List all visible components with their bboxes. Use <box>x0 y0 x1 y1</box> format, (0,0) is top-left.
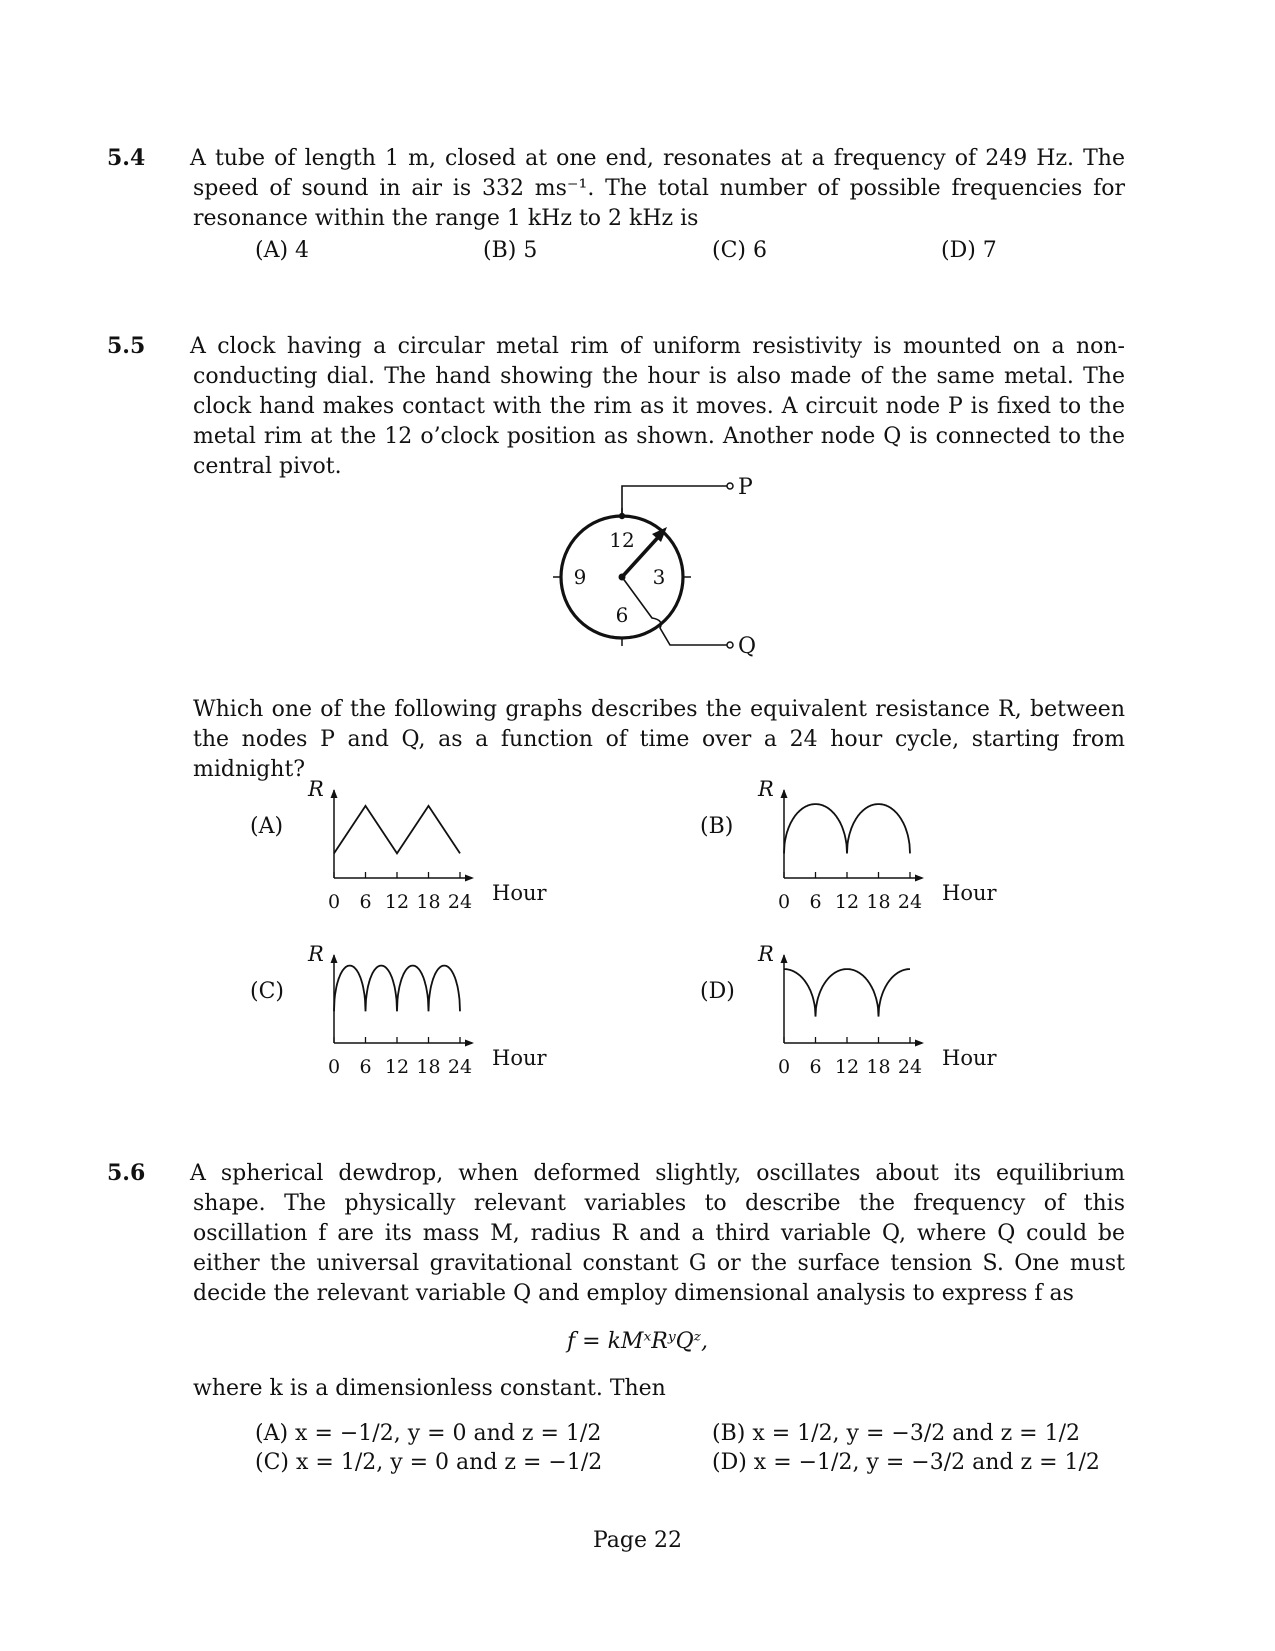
y-axis-arrow <box>781 954 788 963</box>
option-d[interactable]: (D) x = −1/2, y = −3/2 and z = 1/2 <box>712 1450 1100 1475</box>
question-text: 5.4 A tube of length 1 m, closed at one end, resonates at a frequency of 249 Hz. The speed of sound in air is 332 ms⁻¹. The total number of possible frequencies for resonance within the range 1 kHz to 2 kHz is <box>107 145 1125 231</box>
clock-label-3: 3 <box>652 565 666 589</box>
x-tick-label: 24 <box>897 891 923 913</box>
option-d[interactable]: (D) 7 <box>941 238 997 263</box>
graph-curve <box>784 969 910 1017</box>
graph-plot <box>750 935 1040 1085</box>
question-5-6 <box>107 1158 1125 1309</box>
question-5-6-after: where k is a dimensionless constant. Then <box>193 1376 666 1401</box>
x-tick-label: 12 <box>834 1056 860 1078</box>
y-axis-arrow <box>781 789 788 798</box>
graph-plot <box>750 770 1040 920</box>
graph-option-label: (D) <box>700 979 735 1004</box>
option-a[interactable]: (A) 4 <box>255 238 310 263</box>
x-tick-label: 0 <box>327 891 341 913</box>
option-b[interactable]: (B) x = 1/2, y = −3/2 and z = 1/2 <box>712 1421 1081 1446</box>
clock-label-6: 6 <box>615 603 629 627</box>
graph-curve <box>784 804 910 853</box>
question-number: 5.4 <box>107 145 146 171</box>
graph-plot <box>300 935 590 1085</box>
x-axis-label: Hour <box>942 1046 997 1070</box>
option-a[interactable]: (A) x = −1/2, y = 0 and z = 1/2 <box>255 1421 602 1446</box>
x-tick-label: 0 <box>777 1056 791 1078</box>
x-tick-label: 24 <box>897 1056 923 1078</box>
x-tick-label: 24 <box>447 1056 473 1078</box>
y-axis-arrow <box>331 954 338 963</box>
graph-option-label: (A) <box>250 814 284 839</box>
x-axis-arrow <box>915 1040 924 1047</box>
x-tick-label: 0 <box>777 891 791 913</box>
question-text: 5.5 A clock having a circular metal rim of uniform resistivity is mounted on a non-conducting dial. The hand showing the hour is also made of the same metal. The clock hand makes contact with the rim as it moves. A circuit node P is fixed to the metal rim at the 12 o’clock position as shown. Another node Q is connected to the central pivot. <box>107 333 1125 479</box>
node-p-label: P <box>738 475 753 500</box>
x-tick-label: 24 <box>447 891 473 913</box>
option-c[interactable]: (C) 6 <box>712 238 767 263</box>
y-axis-label: R <box>308 777 324 801</box>
graph-option-label: (C) <box>250 979 284 1004</box>
y-axis-label: R <box>758 777 774 801</box>
question-5-5-prompt: Which one of the following graphs describes the equivalent resistance R, between the nodes P and Q, as a function of time over a 24 hour cycle, starting from midnight? <box>193 697 1125 782</box>
graph-curve <box>334 806 460 854</box>
equation: f = kMˣRʸQᶻ, <box>567 1329 708 1354</box>
y-axis-label: R <box>758 942 774 966</box>
x-tick-label: 6 <box>809 1056 822 1078</box>
node-q-terminal <box>727 642 733 648</box>
question-number: 5.5 <box>107 333 146 359</box>
x-axis-arrow <box>465 875 474 882</box>
x-tick-label: 18 <box>416 1056 441 1078</box>
page-number: Page 22 <box>592 1528 683 1553</box>
x-tick-label: 18 <box>416 891 441 913</box>
y-axis-label: R <box>308 942 324 966</box>
clock-diagram <box>540 470 770 670</box>
x-axis-label: Hour <box>942 881 997 905</box>
question-5-4 <box>107 143 1125 234</box>
question-5-5 <box>107 331 1125 482</box>
question-text: 5.6 A spherical dewdrop, when deformed slightly, oscillates about its equilibrium shape. The physically relevant variables to describe the frequency of this oscillation f are its mass M, radius R and a third variable Q, where Q could be either the universal gravitational constant G or the surface tension S. One must decide the relevant variable Q and employ dimensional analysis to express f as <box>107 1160 1125 1306</box>
x-axis-arrow <box>915 875 924 882</box>
x-axis-label: Hour <box>492 881 547 905</box>
question-number: 5.6 <box>107 1160 146 1186</box>
graph-option-label: (B) <box>700 814 734 839</box>
x-tick-label: 6 <box>809 891 822 913</box>
node-q-label: Q <box>738 634 757 659</box>
x-tick-label: 6 <box>359 1056 372 1078</box>
graph-curve <box>334 966 460 1012</box>
x-tick-label: 0 <box>327 1056 341 1078</box>
x-axis-arrow <box>465 1040 474 1047</box>
graph-plot <box>300 770 590 920</box>
wire-p <box>622 486 727 516</box>
x-tick-label: 12 <box>834 891 860 913</box>
option-b[interactable]: (B) 5 <box>483 238 538 263</box>
x-tick-label: 6 <box>359 891 372 913</box>
node-p-terminal <box>727 483 733 489</box>
x-tick-label: 18 <box>866 1056 891 1078</box>
option-c[interactable]: (C) x = 1/2, y = 0 and z = −1/2 <box>255 1450 603 1475</box>
x-axis-label: Hour <box>492 1046 547 1070</box>
clock-label-12: 12 <box>609 528 635 552</box>
x-tick-label: 18 <box>866 891 891 913</box>
clock-label-9: 9 <box>573 565 587 589</box>
x-tick-label: 12 <box>384 891 410 913</box>
y-axis-arrow <box>331 789 338 798</box>
pivot <box>619 574 626 581</box>
x-tick-label: 12 <box>384 1056 410 1078</box>
